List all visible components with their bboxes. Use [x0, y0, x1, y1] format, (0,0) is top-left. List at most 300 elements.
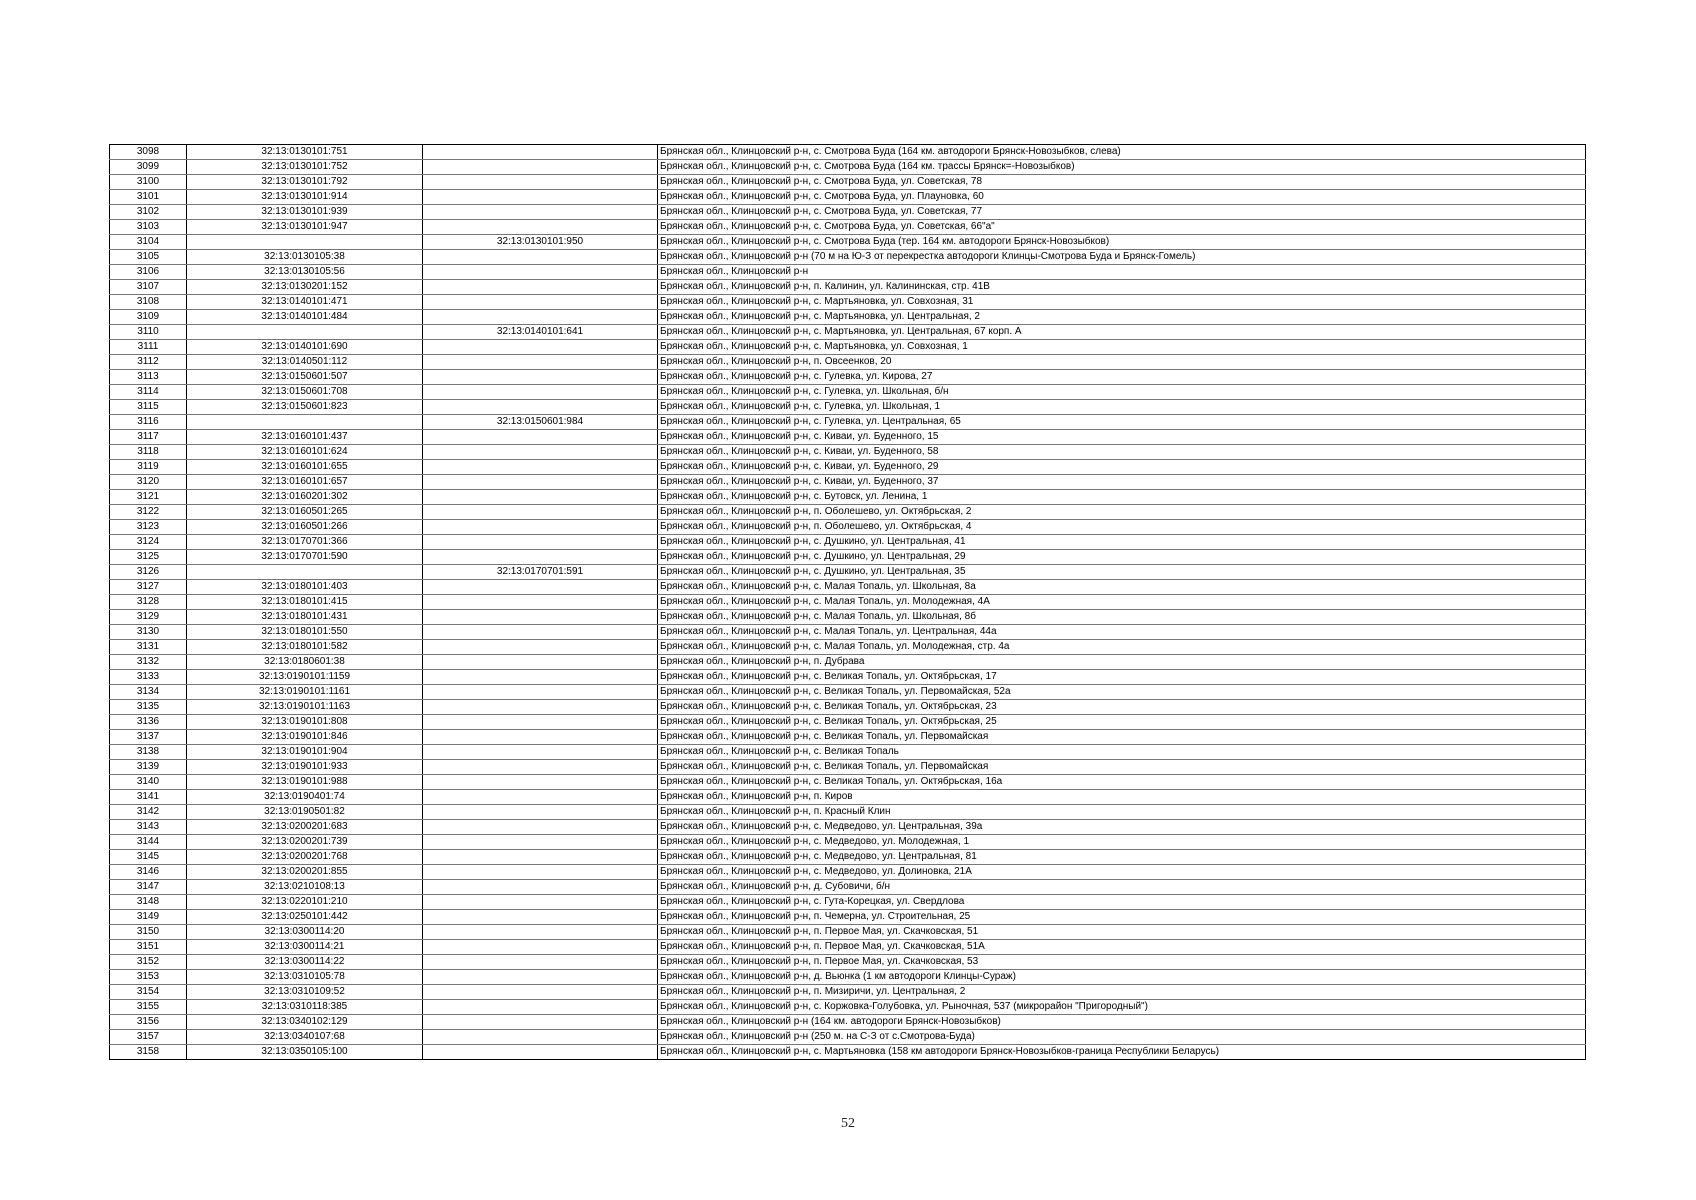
cadastral-number-alt-cell	[423, 535, 658, 550]
cadastral-number-cell: 32:13:0130101:939	[187, 205, 423, 220]
row-number-cell: 3122	[110, 505, 187, 520]
cadastral-number-alt-cell	[423, 205, 658, 220]
cadastral-number-alt-cell	[423, 520, 658, 535]
cadastral-number-alt-cell	[423, 685, 658, 700]
cadastral-number-alt-cell	[423, 445, 658, 460]
cadastral-number-alt-cell	[423, 400, 658, 415]
address-cell: Брянская обл., Клинцовский р-н, с. Смотрова Буда, ул. Советская, 78	[658, 175, 1586, 190]
row-number-cell: 3110	[110, 325, 187, 340]
cadastral-number-alt-cell	[423, 880, 658, 895]
cadastral-number-cell: 32:13:0160101:657	[187, 475, 423, 490]
row-number-cell: 3107	[110, 280, 187, 295]
cadastral-number-cell: 32:13:0130101:792	[187, 175, 423, 190]
row-number-cell: 3156	[110, 1015, 187, 1030]
table-row	[110, 715, 1586, 730]
cadastral-number-alt-cell	[423, 670, 658, 685]
table-row	[110, 820, 1586, 835]
cadastral-number-alt-cell	[423, 655, 658, 670]
row-number-cell: 3119	[110, 460, 187, 475]
address-cell: Брянская обл., Клинцовский р-н, п. Мизиричи, ул. Центральная, 2	[658, 985, 1586, 1000]
cadastral-number-cell: 32:13:0200201:739	[187, 835, 423, 850]
cadastral-number-cell: 32:13:0160101:624	[187, 445, 423, 460]
table-row	[110, 385, 1586, 400]
table-row	[110, 220, 1586, 235]
address-cell: Брянская обл., Клинцовский р-н, с. Гулевка, ул. Школьная, б/н	[658, 385, 1586, 400]
row-number-cell: 3151	[110, 940, 187, 955]
address-cell: Брянская обл., Клинцовский р-н	[658, 265, 1586, 280]
table-row	[110, 730, 1586, 745]
table-row	[110, 415, 1586, 430]
address-cell: Брянская обл., Клинцовский р-н, с. Душкино, ул. Центральная, 35	[658, 565, 1586, 580]
cadastral-number-alt-cell: 32:13:0140101:641	[423, 325, 658, 340]
address-cell: Брянская обл., Клинцовский р-н, с. Смотрова Буда (164 км. трассы Брянск=-Новозыбков)	[658, 160, 1586, 175]
cadastral-number-alt-cell	[423, 175, 658, 190]
address-cell: Брянская обл., Клинцовский р-н, с. Смотрова Буда (164 км. автодороги Брянск-Новозыбков, слева)	[658, 145, 1586, 160]
row-number-cell: 3133	[110, 670, 187, 685]
address-cell: Брянская обл., Клинцовский р-н, с. Гулевка, ул. Центральная, 65	[658, 415, 1586, 430]
cadastral-number-alt-cell	[423, 970, 658, 985]
table-row	[110, 565, 1586, 580]
cadastral-number-alt-cell	[423, 610, 658, 625]
address-cell: Брянская обл., Клинцовский р-н, с. Бутовск, ул. Ленина, 1	[658, 490, 1586, 505]
address-cell: Брянская обл., Клинцовский р-н, с. Медведово, ул. Долиновка, 21А	[658, 865, 1586, 880]
address-cell: Брянская обл., Клинцовский р-н, п. Калинин, ул. Калининская, стр. 41В	[658, 280, 1586, 295]
row-number-cell: 3099	[110, 160, 187, 175]
address-cell: Брянская обл., Клинцовский р-н, с. Медведово, ул. Центральная, 39а	[658, 820, 1586, 835]
table-row	[110, 595, 1586, 610]
address-cell: Брянская обл., Клинцовский р-н, с. Великая Топаль, ул. Первомайская	[658, 730, 1586, 745]
cadastral-number-cell: 32:13:0160201:302	[187, 490, 423, 505]
table-row	[110, 325, 1586, 340]
table-row	[110, 880, 1586, 895]
table-row	[110, 355, 1586, 370]
address-cell: Брянская обл., Клинцовский р-н, с. Душкино, ул. Центральная, 29	[658, 550, 1586, 565]
address-cell: Брянская обл., Клинцовский р-н, п. Чемерна, ул. Строительная, 25	[658, 910, 1586, 925]
address-cell: Брянская обл., Клинцовский р-н, с. Коржовка-Голубовка, ул. Рыночная, 537 (микрорайон "Пригородный")	[658, 1000, 1586, 1015]
cadastral-number-alt-cell	[423, 820, 658, 835]
row-number-cell: 3154	[110, 985, 187, 1000]
cadastral-number-alt-cell	[423, 490, 658, 505]
address-cell: Брянская обл., Клинцовский р-н, с. Гулевка, ул. Кирова, 27	[658, 370, 1586, 385]
address-cell: Брянская обл., Клинцовский р-н, с. Великая Топаль, ул. Октябрьская, 17	[658, 670, 1586, 685]
row-number-cell: 3139	[110, 760, 187, 775]
address-cell: Брянская обл., Клинцовский р-н, с. Малая Топаль, ул. Школьная, 8а	[658, 580, 1586, 595]
row-number-cell: 3108	[110, 295, 187, 310]
cadastral-number-cell: 32:13:0190101:988	[187, 775, 423, 790]
address-cell: Брянская обл., Клинцовский р-н, с. Мартьяновка, ул. Центральная, 2	[658, 310, 1586, 325]
cadastral-number-cell: 32:13:0150601:823	[187, 400, 423, 415]
table-row	[110, 1030, 1586, 1045]
table-row	[110, 970, 1586, 985]
row-number-cell: 3142	[110, 805, 187, 820]
row-number-cell: 3128	[110, 595, 187, 610]
row-number-cell: 3098	[110, 145, 187, 160]
cadastral-number-cell: 32:13:0190101:846	[187, 730, 423, 745]
table-row	[110, 805, 1586, 820]
table-row	[110, 160, 1586, 175]
cadastral-number-cell: 32:13:0170701:590	[187, 550, 423, 565]
cadastral-number-cell	[187, 325, 423, 340]
address-cell: Брянская обл., Клинцовский р-н, с. Мартьяновка, ул. Центральная, 67 корп. А	[658, 325, 1586, 340]
cadastral-number-alt-cell	[423, 250, 658, 265]
table-row	[110, 745, 1586, 760]
row-number-cell: 3113	[110, 370, 187, 385]
row-number-cell: 3109	[110, 310, 187, 325]
cadastral-number-alt-cell	[423, 895, 658, 910]
cadastral-number-cell: 32:13:0180101:403	[187, 580, 423, 595]
cadastral-number-alt-cell	[423, 355, 658, 370]
cadastral-number-cell: 32:13:0200201:768	[187, 850, 423, 865]
table-row	[110, 940, 1586, 955]
table-row	[110, 250, 1586, 265]
row-number-cell: 3115	[110, 400, 187, 415]
address-cell: Брянская обл., Клинцовский р-н, с. Мартьяновка, ул. Совхозная, 31	[658, 295, 1586, 310]
address-cell: Брянская обл., Клинцовский р-н, с. Киваи, ул. Буденного, 37	[658, 475, 1586, 490]
address-cell: Брянская обл., Клинцовский р-н, с. Малая Топаль, ул. Молодежная, 4А	[658, 595, 1586, 610]
row-number-cell: 3130	[110, 625, 187, 640]
table-row	[110, 610, 1586, 625]
row-number-cell: 3126	[110, 565, 187, 580]
row-number-cell: 3150	[110, 925, 187, 940]
cadastral-number-alt-cell	[423, 625, 658, 640]
address-cell: Брянская обл., Клинцовский р-н, д. Субовичи, б/н	[658, 880, 1586, 895]
table-row	[110, 1000, 1586, 1015]
address-cell: Брянская обл., Клинцовский р-н, с. Великая Топаль, ул. Первомайская, 52а	[658, 685, 1586, 700]
address-cell: Брянская обл., Клинцовский р-н, с. Смотрова Буда, ул. Советская, 66"а"	[658, 220, 1586, 235]
cadastral-number-cell: 32:13:0200201:855	[187, 865, 423, 880]
row-number-cell: 3132	[110, 655, 187, 670]
cadastral-number-alt-cell	[423, 955, 658, 970]
cadastral-number-alt-cell	[423, 340, 658, 355]
table-row	[110, 700, 1586, 715]
row-number-cell: 3116	[110, 415, 187, 430]
cadastral-number-cell: 32:13:0160501:266	[187, 520, 423, 535]
cadastral-number-alt-cell	[423, 385, 658, 400]
cadastral-number-cell: 32:13:0180601:38	[187, 655, 423, 670]
cadastral-number-alt-cell	[423, 580, 658, 595]
cadastral-number-alt-cell	[423, 700, 658, 715]
table-row	[110, 490, 1586, 505]
cadastral-number-cell: 32:13:0130105:56	[187, 265, 423, 280]
row-number-cell: 3146	[110, 865, 187, 880]
row-number-cell: 3136	[110, 715, 187, 730]
cadastral-number-alt-cell	[423, 280, 658, 295]
row-number-cell: 3143	[110, 820, 187, 835]
table-row	[110, 175, 1586, 190]
table-row	[110, 460, 1586, 475]
cadastral-number-alt-cell	[423, 835, 658, 850]
cadastral-number-cell: 32:13:0300114:22	[187, 955, 423, 970]
table-row	[110, 205, 1586, 220]
table-row	[110, 850, 1586, 865]
cadastral-number-alt-cell	[423, 505, 658, 520]
cadastral-number-cell	[187, 565, 423, 580]
cadastral-number-alt-cell	[423, 370, 658, 385]
cadastral-number-cell: 32:13:0150601:708	[187, 385, 423, 400]
row-number-cell: 3144	[110, 835, 187, 850]
table-row	[110, 520, 1586, 535]
address-cell: Брянская обл., Клинцовский р-н, с. Мартьяновка, ул. Совхозная, 1	[658, 340, 1586, 355]
table-row	[110, 340, 1586, 355]
address-cell: Брянская обл., Клинцовский р-н (164 км. автодороги Брянск-Новозыбков)	[658, 1015, 1586, 1030]
cadastral-number-alt-cell	[423, 1045, 658, 1060]
table-row	[110, 895, 1586, 910]
row-number-cell: 3120	[110, 475, 187, 490]
page-number: 52	[841, 1116, 855, 1131]
table-row	[110, 280, 1586, 295]
table-row	[110, 835, 1586, 850]
table-row	[110, 400, 1586, 415]
table-row	[110, 1045, 1586, 1060]
table-row	[110, 370, 1586, 385]
table-row	[110, 790, 1586, 805]
table-row	[110, 235, 1586, 250]
cadastral-number-cell: 32:13:0190101:1159	[187, 670, 423, 685]
cadastral-register-table	[109, 144, 1586, 1060]
table-row	[110, 955, 1586, 970]
row-number-cell: 3125	[110, 550, 187, 565]
cadastral-number-alt-cell	[423, 160, 658, 175]
cadastral-number-cell: 32:13:0130101:947	[187, 220, 423, 235]
cadastral-number-cell: 32:13:0140101:484	[187, 310, 423, 325]
table-row	[110, 910, 1586, 925]
cadastral-number-alt-cell	[423, 1015, 658, 1030]
row-number-cell: 3104	[110, 235, 187, 250]
cadastral-number-alt-cell	[423, 940, 658, 955]
address-cell: Брянская обл., Клинцовский р-н, с. Великая Топаль	[658, 745, 1586, 760]
cadastral-number-cell: 32:13:0180101:431	[187, 610, 423, 625]
row-number-cell: 3124	[110, 535, 187, 550]
table-row	[110, 505, 1586, 520]
cadastral-number-alt-cell	[423, 730, 658, 745]
cadastral-number-alt-cell	[423, 925, 658, 940]
cadastral-number-cell: 32:13:0160501:265	[187, 505, 423, 520]
cadastral-number-cell: 32:13:0130101:751	[187, 145, 423, 160]
cadastral-number-alt-cell: 32:13:0170701:591	[423, 565, 658, 580]
address-cell: Брянская обл., Клинцовский р-н, д. Вьюнка (1 км автодороги Клинцы-Сураж)	[658, 970, 1586, 985]
cadastral-number-alt-cell	[423, 1030, 658, 1045]
address-cell: Брянская обл., Клинцовский р-н, с. Медведово, ул. Центральная, 81	[658, 850, 1586, 865]
row-number-cell: 3121	[110, 490, 187, 505]
cadastral-number-cell: 32:13:0340107:68	[187, 1030, 423, 1045]
cadastral-number-alt-cell	[423, 220, 658, 235]
row-number-cell: 3149	[110, 910, 187, 925]
table-row	[110, 550, 1586, 565]
cadastral-number-cell: 32:13:0190101:808	[187, 715, 423, 730]
address-cell: Брянская обл., Клинцовский р-н, с. Смотрова Буда (тер. 164 км. автодороги Брянск-Новозыбков)	[658, 235, 1586, 250]
cadastral-number-cell: 32:13:0180101:415	[187, 595, 423, 610]
address-cell: Брянская обл., Клинцовский р-н, с. Великая Топаль, ул. Октябрьская, 23	[658, 700, 1586, 715]
cadastral-number-alt-cell: 32:13:0150601:984	[423, 415, 658, 430]
row-number-cell: 3141	[110, 790, 187, 805]
row-number-cell: 3105	[110, 250, 187, 265]
table-row	[110, 685, 1586, 700]
cadastral-number-alt-cell: 32:13:0130101:950	[423, 235, 658, 250]
cadastral-number-cell: 32:13:0190401:74	[187, 790, 423, 805]
row-number-cell: 3102	[110, 205, 187, 220]
cadastral-number-alt-cell	[423, 1000, 658, 1015]
row-number-cell: 3134	[110, 685, 187, 700]
row-number-cell: 3103	[110, 220, 187, 235]
cadastral-number-cell: 32:13:0340102:129	[187, 1015, 423, 1030]
address-cell: Брянская обл., Клинцовский р-н, п. Первое Мая, ул. Скачковская, 53	[658, 955, 1586, 970]
address-cell: Брянская обл., Клинцовский р-н, с. Мартьяновка (158 км автодороги Брянск-Новозыбков-граница Республики Беларусь)	[658, 1045, 1586, 1060]
table-row	[110, 580, 1586, 595]
table-row	[110, 475, 1586, 490]
cadastral-number-alt-cell	[423, 715, 658, 730]
cadastral-number-cell: 32:13:0170701:366	[187, 535, 423, 550]
cadastral-number-alt-cell	[423, 265, 658, 280]
cadastral-number-alt-cell	[423, 805, 658, 820]
address-cell: Брянская обл., Клинцовский р-н, с. Киваи, ул. Буденного, 29	[658, 460, 1586, 475]
row-number-cell: 3131	[110, 640, 187, 655]
row-number-cell: 3127	[110, 580, 187, 595]
address-cell: Брянская обл., Клинцовский р-н (250 м. на С-З от с.Смотрова-Буда)	[658, 1030, 1586, 1045]
row-number-cell: 3106	[110, 265, 187, 280]
address-cell: Брянская обл., Клинцовский р-н, п. Оболешево, ул. Октябрьская, 4	[658, 520, 1586, 535]
cadastral-number-alt-cell	[423, 745, 658, 760]
row-number-cell: 3118	[110, 445, 187, 460]
address-cell: Брянская обл., Клинцовский р-н, с. Киваи, ул. Буденного, 15	[658, 430, 1586, 445]
cadastral-number-alt-cell	[423, 775, 658, 790]
cadastral-number-cell: 32:13:0130201:152	[187, 280, 423, 295]
address-cell: Брянская обл., Клинцовский р-н, с. Великая Топаль, ул. Октябрьская, 25	[658, 715, 1586, 730]
cadastral-number-cell: 32:13:0200201:683	[187, 820, 423, 835]
cadastral-number-cell: 32:13:0150601:507	[187, 370, 423, 385]
cadastral-number-alt-cell	[423, 595, 658, 610]
address-cell: Брянская обл., Клинцовский р-н, п. Первое Мая, ул. Скачковская, 51А	[658, 940, 1586, 955]
cadastral-number-cell: 32:13:0190101:904	[187, 745, 423, 760]
table-row	[110, 190, 1586, 205]
cadastral-number-alt-cell	[423, 190, 658, 205]
cadastral-number-cell: 32:13:0350105:100	[187, 1045, 423, 1060]
table-row	[110, 655, 1586, 670]
cadastral-number-cell: 32:13:0190101:933	[187, 760, 423, 775]
cadastral-number-cell: 32:13:0130101:914	[187, 190, 423, 205]
cadastral-number-cell: 32:13:0160101:437	[187, 430, 423, 445]
address-cell: Брянская обл., Клинцовский р-н, с. Великая Топаль, ул. Октябрьская, 16а	[658, 775, 1586, 790]
table-row	[110, 535, 1586, 550]
cadastral-number-cell: 32:13:0220101:210	[187, 895, 423, 910]
row-number-cell: 3135	[110, 700, 187, 715]
address-cell: Брянская обл., Клинцовский р-н, п. Первое Мая, ул. Скачковская, 51	[658, 925, 1586, 940]
row-number-cell: 3123	[110, 520, 187, 535]
cadastral-number-cell: 32:13:0130105:38	[187, 250, 423, 265]
row-number-cell: 3140	[110, 775, 187, 790]
cadastral-number-cell: 32:13:0190101:1161	[187, 685, 423, 700]
cadastral-number-alt-cell	[423, 910, 658, 925]
table-row	[110, 985, 1586, 1000]
cadastral-number-alt-cell	[423, 550, 658, 565]
row-number-cell: 3112	[110, 355, 187, 370]
cadastral-number-alt-cell	[423, 475, 658, 490]
row-number-cell: 3137	[110, 730, 187, 745]
cadastral-number-cell: 32:13:0190101:1163	[187, 700, 423, 715]
row-number-cell: 3147	[110, 880, 187, 895]
cadastral-number-alt-cell	[423, 640, 658, 655]
table-row	[110, 295, 1586, 310]
row-number-cell: 3129	[110, 610, 187, 625]
row-number-cell: 3100	[110, 175, 187, 190]
address-cell: Брянская обл., Клинцовский р-н, п. Киров	[658, 790, 1586, 805]
row-number-cell: 3117	[110, 430, 187, 445]
row-number-cell: 3153	[110, 970, 187, 985]
row-number-cell: 3101	[110, 190, 187, 205]
cadastral-number-alt-cell	[423, 790, 658, 805]
address-cell: Брянская обл., Клинцовский р-н, с. Душкино, ул. Центральная, 41	[658, 535, 1586, 550]
table-row	[110, 145, 1586, 160]
cadastral-number-cell: 32:13:0130101:752	[187, 160, 423, 175]
table-row	[110, 265, 1586, 280]
cadastral-number-cell	[187, 235, 423, 250]
table-row	[110, 430, 1586, 445]
cadastral-number-cell: 32:13:0210108:13	[187, 880, 423, 895]
cadastral-number-alt-cell	[423, 145, 658, 160]
table-row	[110, 865, 1586, 880]
cadastral-number-cell	[187, 415, 423, 430]
table-row	[110, 310, 1586, 325]
address-cell: Брянская обл., Клинцовский р-н, с. Гута-Корецкая, ул. Свердлова	[658, 895, 1586, 910]
address-cell: Брянская обл., Клинцовский р-н, п. Дубрава	[658, 655, 1586, 670]
table-row	[110, 925, 1586, 940]
address-cell: Брянская обл., Клинцовский р-н (70 м на Ю-З от перекрестка автодороги Клинцы-Смотрова Буда и Брянск-Гомель)	[658, 250, 1586, 265]
table-row	[110, 670, 1586, 685]
cadastral-number-cell: 32:13:0140101:690	[187, 340, 423, 355]
address-cell: Брянская обл., Клинцовский р-н, с. Великая Топаль, ул. Первомайская	[658, 760, 1586, 775]
cadastral-number-cell: 32:13:0310105:78	[187, 970, 423, 985]
address-cell: Брянская обл., Клинцовский р-н, п. Овсеенков, 20	[658, 355, 1586, 370]
cadastral-number-alt-cell	[423, 310, 658, 325]
address-cell: Брянская обл., Клинцовский р-н, п. Оболешево, ул. Октябрьская, 2	[658, 505, 1586, 520]
table-row	[110, 1015, 1586, 1030]
cadastral-number-cell: 32:13:0180101:550	[187, 625, 423, 640]
table-row	[110, 625, 1586, 640]
cadastral-number-cell: 32:13:0190501:82	[187, 805, 423, 820]
row-number-cell: 3114	[110, 385, 187, 400]
row-number-cell: 3155	[110, 1000, 187, 1015]
cadastral-number-alt-cell	[423, 850, 658, 865]
cadastral-number-alt-cell	[423, 865, 658, 880]
address-cell: Брянская обл., Клинцовский р-н, с. Смотрова Буда, ул. Советская, 77	[658, 205, 1586, 220]
cadastral-number-cell: 32:13:0300114:21	[187, 940, 423, 955]
address-cell: Брянская обл., Клинцовский р-н, п. Красный Клин	[658, 805, 1586, 820]
cadastral-number-cell: 32:13:0250101:442	[187, 910, 423, 925]
cadastral-number-alt-cell	[423, 295, 658, 310]
cadastral-number-cell: 32:13:0310118:385	[187, 1000, 423, 1015]
address-cell: Брянская обл., Клинцовский р-н, с. Малая Топаль, ул. Школьная, 8б	[658, 610, 1586, 625]
address-cell: Брянская обл., Клинцовский р-н, с. Малая Топаль, ул. Центральная, 44а	[658, 625, 1586, 640]
cadastral-number-cell: 32:13:0300114:20	[187, 925, 423, 940]
row-number-cell: 3152	[110, 955, 187, 970]
row-number-cell: 3148	[110, 895, 187, 910]
table-row	[110, 760, 1586, 775]
cadastral-number-cell: 32:13:0310109:52	[187, 985, 423, 1000]
register-table-body	[110, 145, 1586, 1060]
cadastral-number-alt-cell	[423, 430, 658, 445]
table-row	[110, 445, 1586, 460]
row-number-cell: 3138	[110, 745, 187, 760]
cadastral-number-cell: 32:13:0160101:655	[187, 460, 423, 475]
address-cell: Брянская обл., Клинцовский р-н, с. Медведово, ул. Молодежная, 1	[658, 835, 1586, 850]
address-cell: Брянская обл., Клинцовский р-н, с. Киваи, ул. Буденного, 58	[658, 445, 1586, 460]
cadastral-number-cell: 32:13:0140101:471	[187, 295, 423, 310]
address-cell: Брянская обл., Клинцовский р-н, с. Гулевка, ул. Школьная, 1	[658, 400, 1586, 415]
row-number-cell: 3111	[110, 340, 187, 355]
cadastral-number-cell: 32:13:0180101:582	[187, 640, 423, 655]
table-row	[110, 640, 1586, 655]
address-cell: Брянская обл., Клинцовский р-н, с. Малая Топаль, ул. Молодежная, стр. 4а	[658, 640, 1586, 655]
table-row	[110, 775, 1586, 790]
